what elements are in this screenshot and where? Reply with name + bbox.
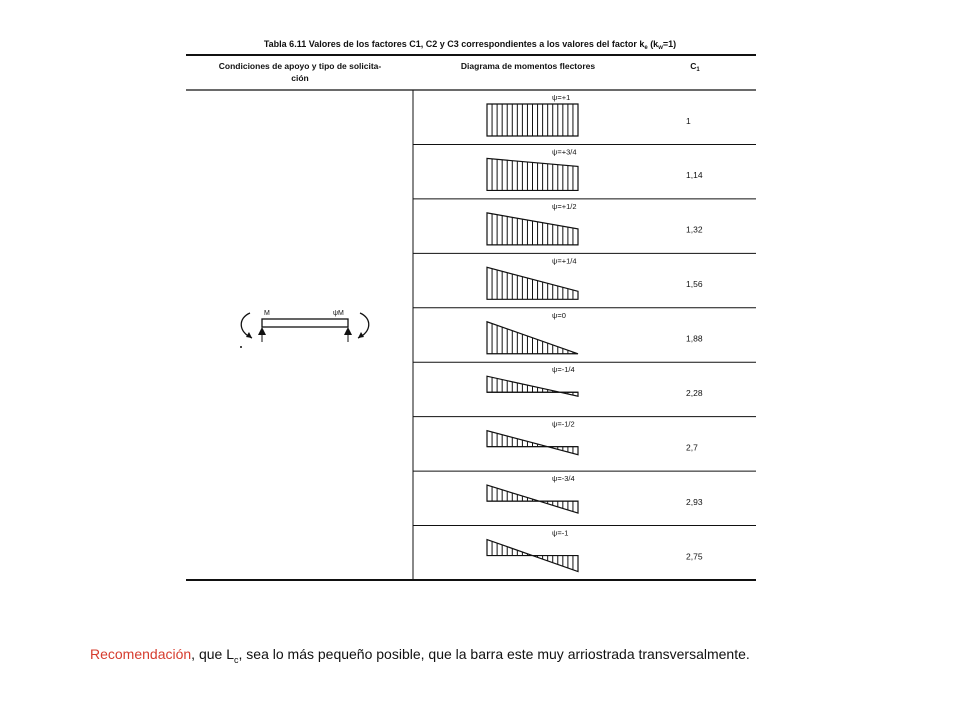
right-support-icon bbox=[344, 327, 352, 335]
table-row bbox=[413, 144, 756, 190]
psi-label: ψ=-1/4 bbox=[552, 365, 575, 375]
c1-value: 2,75 bbox=[686, 551, 703, 562]
c1-value: 1,14 bbox=[686, 170, 703, 181]
beam-moment-left-label: M bbox=[264, 310, 270, 317]
c1-value: 2,93 bbox=[686, 496, 703, 507]
table-row bbox=[413, 362, 756, 398]
c1-value: 1,56 bbox=[686, 279, 703, 290]
header-conditions: Condiciones de apoyo y tipo de solicita- bbox=[218, 61, 382, 71]
psi-label: ψ=+1 bbox=[552, 93, 571, 102]
moment-diagram bbox=[487, 158, 578, 190]
psi-label: ψ=-1/2 bbox=[552, 419, 575, 429]
moment-diagram bbox=[487, 104, 578, 136]
table-row bbox=[413, 526, 756, 572]
diagram-outline-positive bbox=[487, 485, 539, 501]
diagram-outline-positive bbox=[487, 540, 533, 556]
beam-moment-right-label: ψM bbox=[333, 310, 344, 317]
caption bbox=[90, 646, 930, 665]
beam-diagram bbox=[240, 310, 369, 348]
psi-label: ψ=+1/4 bbox=[552, 256, 577, 266]
table-row bbox=[487, 93, 691, 136]
c1-value: 2,7 bbox=[686, 442, 698, 453]
table-row bbox=[413, 417, 756, 455]
diagram-outline-positive bbox=[487, 376, 560, 392]
psi-label: ψ=+3/4 bbox=[552, 147, 577, 157]
moment-diagram bbox=[487, 322, 578, 354]
c1-value: 1,88 bbox=[686, 333, 703, 344]
caption-recommendation-word: Recomendación bbox=[90, 646, 192, 662]
beam-bar bbox=[262, 319, 348, 327]
table-row bbox=[413, 199, 756, 245]
diagram-outline-negative bbox=[539, 501, 578, 513]
moment-diagram bbox=[487, 376, 578, 396]
moment-diagram bbox=[487, 431, 578, 455]
table-rows bbox=[413, 93, 756, 572]
caption-text-2: , sea lo más pequeño posible, que la barra este muy arriostrada transversalmente. bbox=[238, 646, 750, 662]
table-row bbox=[413, 471, 756, 513]
moment-diagram bbox=[487, 267, 578, 299]
header-c1: $C_1$ bbox=[690, 61, 700, 73]
c1-value: 1,32 bbox=[686, 224, 703, 235]
caption-text-1: , que L bbox=[191, 646, 234, 662]
psi-label: ψ=-1 bbox=[552, 528, 569, 538]
moment-diagram bbox=[487, 213, 578, 245]
psi-label: ψ=+1/2 bbox=[552, 201, 577, 211]
dot-mark bbox=[240, 346, 242, 348]
header-conditions-cont: ción bbox=[291, 73, 309, 83]
c1-value: 1 bbox=[686, 115, 691, 126]
moment-diagram bbox=[487, 485, 578, 513]
table-row bbox=[413, 253, 756, 299]
left-moment-arrow-icon bbox=[241, 313, 252, 338]
c1-value: 2,28 bbox=[686, 387, 703, 398]
right-moment-arrow-icon bbox=[358, 313, 369, 338]
moment-diagram bbox=[487, 540, 578, 572]
psi-label: ψ=-3/4 bbox=[552, 474, 575, 484]
header-diagram: Diagrama de momentos flectores bbox=[460, 61, 596, 71]
table-row bbox=[413, 308, 756, 354]
table-title: Tabla 6.11 Valores de los factores C1, C2 y C3 correspondientes a los valores del factor $k_e$ $(k_w=1)$ bbox=[263, 39, 677, 51]
psi-label: ψ=0 bbox=[552, 310, 566, 320]
caption-subscript: c bbox=[234, 654, 239, 665]
diagram-outline-negative bbox=[533, 556, 579, 572]
left-support-icon bbox=[258, 327, 266, 335]
